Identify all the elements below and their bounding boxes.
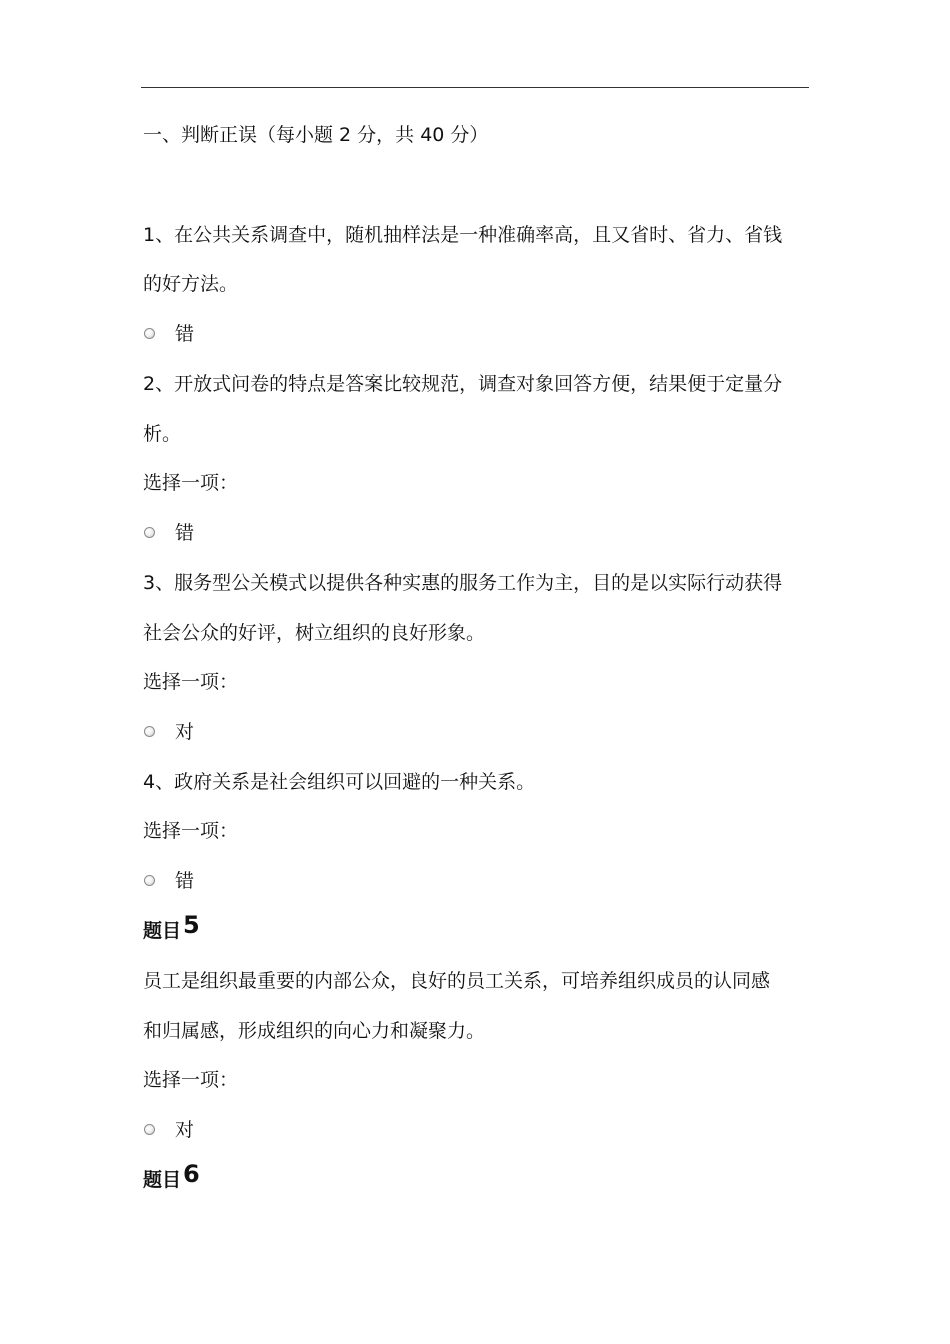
radio-button-icon[interactable] — [144, 726, 155, 737]
question-2-option[interactable] — [144, 520, 194, 546]
question-5-title — [143, 911, 200, 943]
question-5-text-line-2: 和归属感，形成组织的向心力和凝聚力。 — [143, 1020, 486, 1042]
radio-button-icon[interactable] — [144, 1124, 155, 1135]
option-label: 错 — [175, 522, 195, 544]
question-4-text-line-1: 4、政府关系是社会组织可以回避的一种关系。 — [143, 771, 536, 793]
radio-button-icon[interactable] — [144, 527, 155, 538]
question-2-text-line-1: 2、开放式问卷的特点是答案比较规范，调查对象回答方便，结果便于定量分 — [143, 373, 783, 395]
question-title-word: 题目 — [143, 1169, 182, 1191]
question-number: 5 — [183, 911, 200, 939]
question-1-text-line-1: 1、在公共关系调查中，随机抽样法是一种准确率高，且又省时、省力、省钱 — [143, 224, 783, 246]
question-5-prompt: 选择一项： — [143, 1069, 239, 1091]
radio-button-icon[interactable] — [144, 875, 155, 886]
question-number: 6 — [183, 1160, 200, 1188]
question-3-option[interactable] — [144, 719, 194, 745]
question-6-title — [143, 1160, 200, 1192]
question-3-text-line-2: 社会公众的好评，树立组织的良好形象。 — [143, 622, 486, 644]
option-label: 对 — [175, 1119, 195, 1141]
question-1-text-line-2: 的好方法。 — [143, 273, 239, 295]
question-2-prompt: 选择一项： — [143, 472, 239, 494]
section-header: 一、判断正误（每小题 2 分，共 40 分） — [143, 124, 489, 146]
top-divider — [141, 87, 809, 88]
question-3-text-line-1: 3、服务型公关模式以提供各种实惠的服务工作为主，目的是以实际行动获得 — [143, 572, 783, 594]
question-5-text-line-1: 员工是组织最重要的内部公众，良好的员工关系，可培养组织成员的认同感 — [143, 970, 771, 992]
question-5-option[interactable] — [144, 1117, 194, 1143]
question-1-option[interactable] — [144, 321, 194, 347]
question-4-option[interactable] — [144, 868, 194, 894]
radio-button-icon[interactable] — [144, 328, 155, 339]
option-label: 错 — [175, 323, 195, 345]
question-2-text-line-2: 析。 — [143, 423, 182, 445]
option-label: 对 — [175, 721, 195, 743]
option-label: 错 — [175, 870, 195, 892]
question-3-prompt: 选择一项： — [143, 671, 239, 693]
question-title-word: 题目 — [143, 920, 182, 942]
question-4-prompt: 选择一项： — [143, 820, 239, 842]
